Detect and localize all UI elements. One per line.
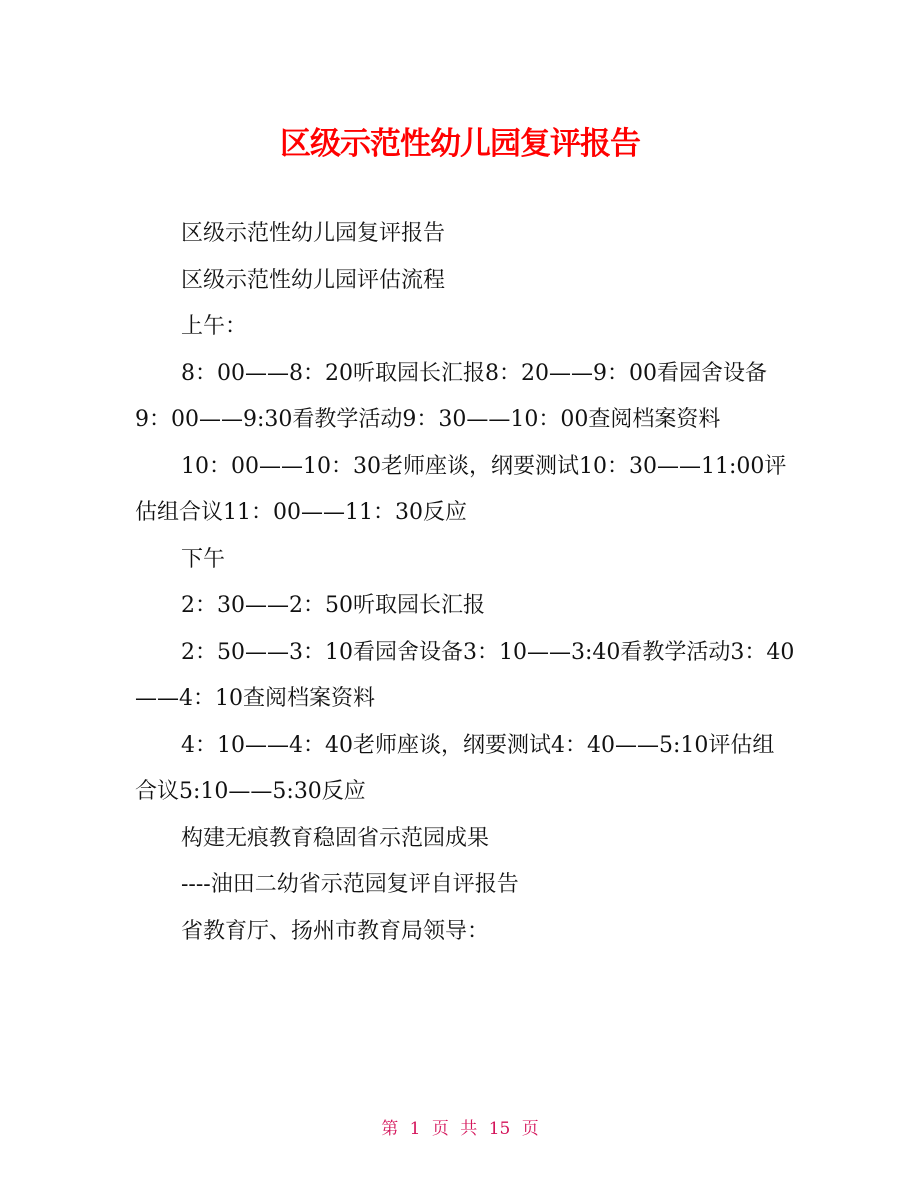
paragraph: 省教育厅、扬州市教育局领导： (181, 918, 490, 944)
paragraph: 10：00——10：30老师座谈，纲要测试10：30——11:00评估组合议11：00——11：30反应 (135, 453, 787, 525)
paragraph: 2：30——2：50听取园长汇报 (181, 593, 485, 618)
paragraph: 2：50——3：10看园舍设备3：10——3:40看教学活动3：40——4：10查阅档案资料 (135, 639, 795, 711)
paragraph: 区级示范性幼儿园评估流程 (181, 267, 446, 293)
paragraph: 8：00——8：20听取园长汇报8：20——9：00看园舍设备9：00——9:30看教学活动9：30——10：00查阅档案资料 (135, 360, 767, 432)
paragraph: 区级示范性幼儿园复评报告 (181, 221, 446, 246)
paragraph: 4：10——4：40老师座谈，纲要测试4：40——5:10评估组合议5:10——5:30反应 (135, 732, 775, 804)
document-body (135, 211, 795, 955)
document-title: 区级示范性幼儿园复评报告 (280, 126, 640, 162)
paragraph: 构建无痕教育稳固省示范园成果 (181, 825, 490, 851)
page-number-footer: 第 1 页 共 15 页 (381, 1119, 539, 1139)
paragraph: 上午： (181, 314, 248, 339)
paragraph: 下午 (181, 546, 226, 572)
paragraph: ----油田二幼省示范园复评自评报告 (181, 872, 519, 897)
